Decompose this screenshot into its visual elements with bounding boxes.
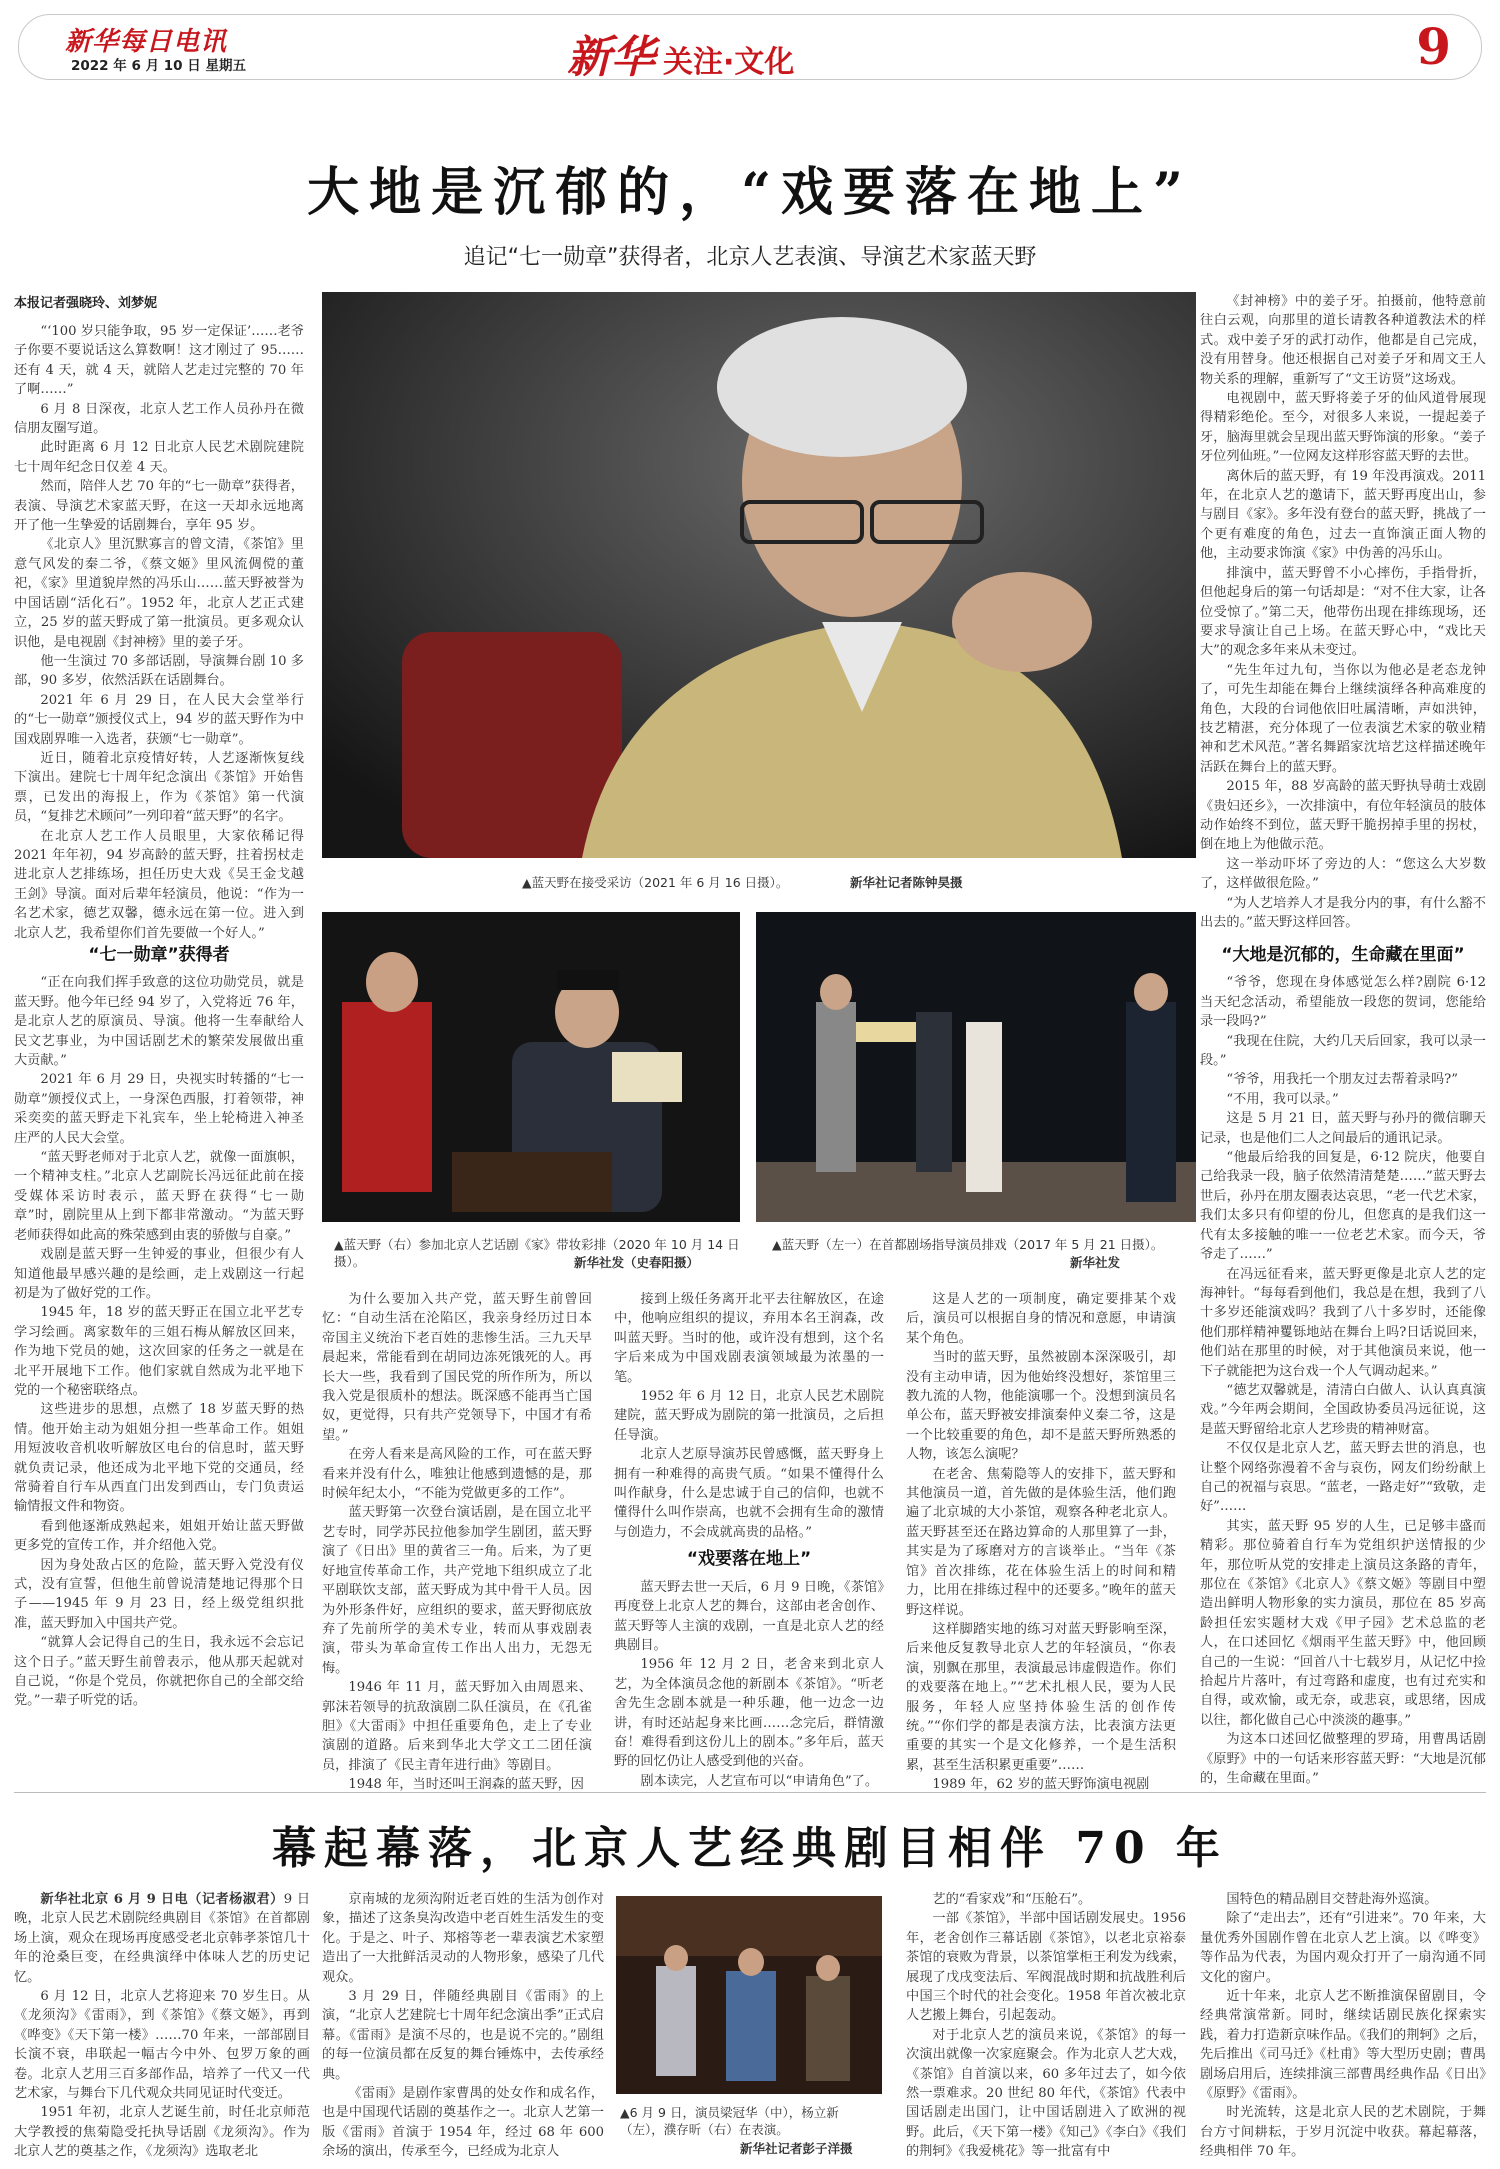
paragraph: 《封神榜》中的姜子牙。拍摄前，他特意前往白云观，向那里的道长请教各种道教法术的样式。戏中姜子牙的武打动作，他都是自己完成，没有用替身。他还根据自己对姜子牙和周文王人物关系的理解，重新写了“文王访贤”这场戏。 xyxy=(1200,294,1486,387)
paragraph: 《北京人》里沉默寡言的曾文清，《茶馆》里意气风发的秦二爷，《蔡文姬》里风流倜傥的董祀，《家》里道貌岸然的冯乐山……蓝天野被誉为中国话剧“活化石”。1952 年，北京人艺正式建立，25 岁的蓝天野成了第一批演员。更多观众认识他，是电视剧《封神榜》里的姜子牙。 xyxy=(14,537,304,650)
article2-col1-first: 9 日晚，北京人民艺术剧院经典剧目《茶馆》在首都剧场上演，观众在现场再度感受老北京韩孝茶馆几十年的沧桑巨变，在经典演绎中体味人艺的历史记忆。 xyxy=(14,1892,311,1985)
photo-interview xyxy=(322,292,1196,858)
article1-column-5b xyxy=(1200,938,1486,1787)
paragraph: 《雷雨》是剧作家曹禺的处女作和成名作，也是中国现代话剧的奠基作之一。北京人艺第一版《雷雨》首演于 1954 年，经过 68 年 600 余场的演出，传承至今，已经成为北京人 xyxy=(322,2086,604,2160)
issue-date: 2022 年 6 月 10 日 星期五 xyxy=(71,58,246,74)
article1-subhead-3: “大地是沉郁的，生命藏在里面” xyxy=(1221,945,1465,965)
article1-column-3 xyxy=(614,1290,884,1789)
paragraph: 3 月 29 日，伴随经典剧目《雷雨》的上演，“北京人艺建院七十周年纪念演出季”正式启幕。《雷雨》是演不尽的，也是说不完的。”剧组的每一位演员都在反复的舞台锤炼中，去传承经典。 xyxy=(322,1989,604,2082)
paragraph: 1952 年 6 月 12 日，北京人民艺术剧院建院，蓝天野成为剧院的第一批演员，之后担任导演。 xyxy=(614,1389,884,1443)
article1-col1-paragraphs xyxy=(14,322,304,943)
masthead xyxy=(18,14,1482,83)
article1-column-2 xyxy=(322,1290,592,1793)
paragraph: 1948 年，当时还叫王润森的蓝天野，因 xyxy=(348,1777,584,1793)
paragraph: 为什么要加入共产党，蓝天野生前曾回忆：“自动生活在沦陷区，我亲身经历过日本帝国主义统治下老百姓的悲惨生活。三九天早晨起来，常能看到在胡同边冻死饿死的人。再长大一些，我看到了国民党的所作所为，所以我入党是很质朴的想法。既深感不能再当亡国奴，更觉得，只有共产党领导下，中国才有希望。” xyxy=(322,1292,592,1443)
article2-col1-paragraphs xyxy=(14,1987,310,2162)
article2-column-3 xyxy=(906,1890,1186,2162)
photo-teahouse-caption: ▲6 月 9 日，演员梁冠华（中），杨立新（左），濮存昕（右）在表演。 xyxy=(620,2105,839,2137)
page-number: 9 xyxy=(1416,17,1451,76)
paragraph: 近十年来，北京人艺不断推演保留剧目，令经典常演常新。同时，继续话剧民族化探索实践，着力打造新京味作品。《我们的荆轲》之后，先后推出《司马迁》《杜甫》等大型历史剧；曹禺剧场启用后，连续排演三部曹禺经典作品《日出》《原野》《雷雨》。 xyxy=(1200,1989,1486,2102)
article1-col5b-paragraphs xyxy=(1200,973,1486,1788)
paragraph: 在旁人看来是高风险的工作，可在蓝天野看来并没有什么，唯独让他感到遗憾的是，那时候年纪太小，“不能为党做更多的工作”。 xyxy=(322,1447,592,1502)
photo-directing-credit: 新华社发 xyxy=(1070,1255,1121,1270)
paragraph: “德艺双馨就是，清清白白做人、认认真真演戏。”今年两会期间，全国政协委员冯远征说，这是蓝天野留给北京人艺珍贵的精神财富。 xyxy=(1200,1382,1486,1437)
paragraph: 当时的蓝天野，虽然被剧本深深吸引，却没有主动申请，因为他始终没想好，茶馆里三教九流的人物，他能演哪一个。没想到演员名单公布，蓝天野被安排演秦仲义秦二爷，这是一个比较重要的角色，却不是蓝天野所熟悉的人物，该怎么演呢？ xyxy=(906,1350,1176,1463)
paragraph: 此时距离 6 月 12 日北京人民艺术剧院建院七十周年纪念日仅差 4 天。 xyxy=(14,440,304,475)
paragraph: “爷爷，您现在身体感觉怎么样?剧院 6·12 当天纪念活动，希望能放一段您的贺词，您能给录一段吗?” xyxy=(1200,975,1486,1030)
paragraph: 艺的“看家戏”和“压舱石”。 xyxy=(932,1892,1092,1907)
paragraph: “先生年过九旬，当你以为他必是老态龙钟了，可先生却能在舞台上继续演绎各种高难度的角色，大段的台词他依旧吐属清晰，声如洪钟，技艺精湛，充分体现了一位表演艺术家的敬业精神和艺术风范。”著名舞蹈家沈培艺这样描述晚年活跃在舞台上的蓝天野。 xyxy=(1200,662,1486,775)
paragraph: 因为身处敌占区的危险，蓝天野入党没有仪式，没有宣誓，但他生前曾说清楚地记得那个日子——1945 年 9 月 23 日，经上级党组织批准，蓝天野加入中国共产党。 xyxy=(14,1557,304,1631)
article2-dateline: 新华社北京 6 月 9 日电（记者杨淑君） xyxy=(40,1892,284,1907)
paragraph: 在老舍、焦菊隐等人的安排下，蓝天野和其他演员一道，首先做的是体验生活，他们跑遍了北京城的大小茶馆，观察各种老北京人。蓝天野甚至还在路边算命的人那里算了一卦，其实是为了琢磨对方的言谈举止。“当年《茶馆》首次排练，花在体验生活上的时间和精力，比用在排练过程中的还要多。”晚年的蓝天野这样说。 xyxy=(906,1466,1176,1618)
article2-col2-paragraphs xyxy=(322,1890,604,2162)
article1-headline: 大地是沉郁的，“戏要落在地上” xyxy=(307,162,1193,223)
paragraph: 在北京人艺工作人员眼里，大家依稀记得 2021 年年初，94 岁高龄的蓝天野，拄着拐杖走进北京人艺排练场，担任历史大戏《吴王金戈越王剑》导演。面对后辈年轻演员，他说：“作为一名艺术家，德艺双馨，德永远在第一位。进入到北京人艺，我希望你们首先要做一个好人。” xyxy=(14,828,304,941)
paragraph: 电视剧中，蓝天野将姜子牙的仙风道骨展现得精彩绝伦。至今，对很多人来说，一提起姜子牙，脑海里就会呈现出蓝天野饰演的形象。“姜子牙位列仙班。”一位网友这样形容蓝天野的去世。 xyxy=(1200,391,1486,465)
paragraph: 6 月 12 日，北京人艺将迎来 70 岁生日。从《龙须沟》《雷雨》，到《茶馆》《蔡文姬》，再到《哗变》《天下第一楼》……70 年来，一部部剧目长演不衰，串联起一幅古今中外、包罗万象的画卷。北京人艺用三百多部作品，培养了一代又一代艺术家，与舞台下几代观众共同见证时代变迁。 xyxy=(14,1989,310,2102)
paragraph: “为人艺培养人才是我分内的事，有什么豁不出去的。”蓝天野这样回答。 xyxy=(1200,895,1486,930)
article1-column-4 xyxy=(906,1290,1176,1793)
paragraph: “蓝天野老师对于北京人艺，就像一面旗帜，一个精神支柱。”北京人艺副院长冯远征此前在接受媒体采访时表示，蓝天野在获得“七一勋章”时，剧院里从上到下都非常激动。“为蓝天野老师获得如此高的殊荣感到由衷的骄傲与自豪。” xyxy=(14,1150,304,1243)
paragraph: 离休后的蓝天野，有 19 年没再演戏。2011 年，在北京人艺的邀请下，蓝天野再度出山，参与剧目《家》。多年没有登台的蓝天野，挑战了一个更有难度的角色，过去一直饰演正面人物的他，主动要求饰演《家》中伪善的冯乐山。 xyxy=(1200,468,1486,562)
photo-directing-caption: ▲蓝天野（左一）在首都剧场指导演员排戏（2017 年 5 月 21 日摄）。 xyxy=(772,1237,1164,1252)
paragraph: 1951 年初，北京人艺诞生前，时任北京师范大学教授的焦菊隐受托执导话剧《龙须沟》。作为北京人艺的奠基之作，《龙须沟》选取老北 xyxy=(14,2105,310,2160)
paragraph: 然而，陪伴人艺 70 年的“七一勋章”获得者，表演、导演艺术家蓝天野，在这一天却永远地离开了他一生挚爱的话剧舞台，享年 95 岁。 xyxy=(14,479,304,534)
paragraph: 剧本读完，人艺宣布可以“申请角色”了。 xyxy=(640,1773,879,1789)
photo-teahouse-image xyxy=(616,1896,882,2094)
paragraph: 近日，随着北京疫情好转，人艺逐渐恢复线下演出。建院七十周年纪念演出《茶馆》开始售票，已发出的海报上，作为《茶馆》第一代演员，“复排艺术顾问”一列印着“蓝天野”的名字。 xyxy=(14,750,304,825)
paragraph: 除了“走出去”，还有“引进来”。70 年来，大量优秀外国剧作曾在北京人艺上演。以《哗变》等作品为代表，为国内观众打开了一扇沟通不同文化的窗户。 xyxy=(1200,1911,1486,1985)
paragraph: 这样脚踏实地的练习对蓝天野影响至深，后来他反复教导北京人艺的年轻演员，“你表演，别飘在那里，表演最忌讳虚假造作。你们的戏要落在地上。”“艺术扎根人民，要为人民服务，年轻人应坚持体验生活的创作传统。”“你们学的都是表演方法，比表演方法更重要的其实一个是文化修养，一个是生活积累，甚至生活积累更重要”…… xyxy=(906,1621,1176,1773)
photo-teahouse xyxy=(616,1896,882,2094)
article1-column-1 xyxy=(14,322,304,941)
article1-col2-paragraphs xyxy=(322,1290,592,1795)
section-header xyxy=(567,21,794,85)
article1-subhead-1: “七一勋章”获得者 xyxy=(88,945,230,965)
paragraph: 1946 年 11 月，蓝天野加入由周恩来、郭沫若领导的抗敌演剧二队任演员，在《孔雀胆》《大雷雨》中担任重要角色，走上了专业演剧的道路。后来到华北大学文工二团任演员，排演了《民主青年进行曲》等剧目。 xyxy=(322,1680,592,1773)
paragraph: 在冯远征看来，蓝天野更像是北京人艺的定海神针。“每每看到他们，我总是在想，我到了八十多岁还能演戏吗？我到了八十多岁时，还能像他们那样精神矍铄地站在舞台上吗?日话说回来，他们站在那里的时候，对于其他演员来说，他一下子就能把为这台戏一个人气调动起来。” xyxy=(1200,1266,1486,1379)
paragraph: 京南城的龙须沟附近老百姓的生活为创作对象，描述了这条臭沟改造中老百姓生活发生的变化。于是之、叶子、郑榕等老一辈表演艺术家塑造出了一大批鲜活灵动的人物形象，感染了几代观众。 xyxy=(322,1892,604,1985)
paragraph: 这一举动吓坏了旁边的人：“您这么大岁数了，这样做很危险。” xyxy=(1200,856,1486,892)
paragraph: “我现在住院，大约几天后回家，我可以录一段。” xyxy=(1200,1033,1486,1069)
paper-name-logo: 新华每日电讯 xyxy=(65,27,228,57)
article2-dateline-paragraph xyxy=(14,1890,310,1987)
paragraph: 2021 年 6 月 29 日，央视实时转播的“七一勋章”颁授仪式上，一身深色西服，打着领带，神采奕奕的蓝天野走下礼宾车，坐上轮椅进入神圣庄严的人民大会堂。 xyxy=(14,1072,304,1146)
article-divider xyxy=(14,1792,1486,1793)
paragraph: 其实，蓝天野 95 岁的人生，已足够丰盛而精彩。那位骑着自行车为党组织护送情报的少年，那位听从党的安排走上演员这条路的青年，那位在《茶馆》《北京人》《蔡文姬》等剧目中塑造出鲜明人物形象的实力演员，那位在 85 岁高龄担任宏实题材大戏《甲子园》艺术总监的老人，在口述回忆《烟雨平生蓝天野》中，他回顾自己的一生说：“回首八十七载岁月，从记忆中捡拾起片片落叶，有过弯路和虚度，也有过充实和自得，或欢愉，或无奈，或悲哀，或思绪，因成以往，都化做自己心中淡淡的趣事。” xyxy=(1200,1518,1486,1728)
photo-teahouse-credit: 新华社记者彭子洋摄 xyxy=(740,2141,853,2156)
paragraph: 1989 年，62 岁的蓝天野饰演电视剧 xyxy=(932,1777,1150,1793)
paragraph: 对于北京人艺的演员来说，《茶馆》的每一次演出就像一次家庭聚会。作为北京人艺大戏，《茶馆》自首演以来，60 多年过去了，如今依然一票难求。20 世纪 80 年代，《茶馆》代表中国话剧走出国门，让中国话剧进入了欧洲的视野。此后，《天下第一楼》《知己》《李白》《我们的荆轲》《我爱桃花》等一批富有中 xyxy=(906,2027,1186,2160)
article1-col1b-paragraphs xyxy=(14,973,304,1710)
paragraph: 这是人艺的一项制度，确定要排某个戏后，演员可以根据自身的情况和意愿，申请演某个角色。 xyxy=(906,1292,1176,1346)
paragraph: 戏剧是蓝天野一生钟爱的事业，但很少有人知道他最早感兴趣的是绘画，走上戏剧这一行起初是为了做好党的工作。 xyxy=(14,1247,304,1301)
paragraph: 6 月 8 日深夜，北京人艺工作人员孙丹在微信朋友圈写道。 xyxy=(14,401,304,437)
paragraph: “‘100 岁只能争取，95 岁一定保证’……老爷子你要不要说话这么算数啊！这才刚过了 95……还有 4 天，就 4 天，就陪人艺走过完整的 70 年了啊……” xyxy=(14,324,304,398)
photo-interview-caption: ▲蓝天野在接受采访（2021 年 6 月 16 日摄）。 xyxy=(522,875,789,890)
article2-headline: 幕起幕落，北京人艺经典剧目相伴 70 年 xyxy=(272,1823,1228,1874)
article2-col4-paragraphs xyxy=(1200,1890,1486,2162)
paragraph: 不仅仅是北京人艺，蓝天野去世的消息，也让整个网络弥漫着不舍与哀伤，网友们纷纷献上自己的祝福与哀思。“蓝老，一路走好”“致敬，走好”…… xyxy=(1200,1441,1486,1515)
paragraph: 1945 年，18 岁的蓝天野正在国立北平艺专学习绘画。离家数年的三姐石梅从解放区回来，作为地下党员的她，这次回家的任务之一就是在北平开展地下工作。他们家就自然成为北平地下党的一个秘密联络点。 xyxy=(14,1305,304,1398)
paragraph: 排演中，蓝天野曾不小心摔伤，手指骨折，但他起身后的第一句话却是：“对不住大家，让各位受惊了。”第二天，他带伤出现在排练现场，还要求导演让自己上场。在蓝天野心中，“戏比天大”的观念多年来从未变过。 xyxy=(1200,565,1486,659)
photo-rehearsal-jia-credit: 新华社发（史春阳摄） xyxy=(574,1255,700,1270)
section-brand-logo: 新华 xyxy=(567,32,655,83)
article2-col3-paragraphs xyxy=(906,1890,1186,2162)
article2-column-2 xyxy=(322,1890,604,2162)
section-title: 关注·文化 xyxy=(663,45,795,80)
article1-subhead-2: “戏要落在地上” xyxy=(686,1549,812,1570)
paragraph: 为这本口述回忆做整理的罗琦，用曹禺话剧《原野》中的一句话来形容蓝天野：“大地是沉郁的，生命藏在里面。” xyxy=(1200,1732,1486,1787)
paragraph: 看到他逐渐成熟起来，姐姐开始让蓝天野做更多党的宣传工作，并介绍他入党。 xyxy=(14,1518,304,1554)
article2-column-1 xyxy=(14,1890,310,2162)
paragraph: 他一生演过 70 多部话剧，导演舞台剧 10 多部，90 多岁，依然活跃在话剧舞台。 xyxy=(14,653,304,689)
paragraph: “爷爷，用我托一个朋友过去帮着录吗?” xyxy=(1226,1072,1458,1088)
paragraph: 蓝天野去世一天后，6 月 9 日晚，《茶馆》再度登上北京人艺的舞台，这部由老舍创作、蓝天野等人主演的戏剧，一直是北京人艺的经典剧目。 xyxy=(614,1579,884,1653)
paragraph: 接到上级任务离开北平去往解放区，在途中，他响应组织的提议，弃用本名王润森，改叫蓝天野。当时的他，或许没有想到，这个名字后来成为中国戏剧表演领域最为浓墨的一笔。 xyxy=(614,1292,884,1385)
paragraph: 一部《茶馆》，半部中国话剧发展史。1956 年，老舍创作三幕话剧《茶馆》，以老北京裕泰茶馆的衰败为背景，以茶馆掌柜王利发为线索，展现了戊戌变法后、军阀混战时期和抗战胜利后中国三个时代的社会变化。1958 年首次被北京人艺搬上舞台，引起轰动。 xyxy=(906,1911,1186,2024)
paragraph: 2021 年 6 月 29 日，在人民大会堂举行的“七一勋章”颁授仪式上，94 岁的蓝天野作为中国戏剧界唯一入选者，获颁“七一勋章”。 xyxy=(14,692,304,747)
paragraph: “不用，我可以录。” xyxy=(1226,1091,1339,1107)
article1-subheadline: 追记“七一勋章”获得者，北京人艺表演、导演艺术家蓝天野 xyxy=(463,245,1037,270)
photo-interview-image xyxy=(322,292,1196,858)
paragraph: 蓝天野第一次登台演话剧，是在国立北平艺专时，同学苏民拉他参加学生剧团，蓝天野演了《日出》里的黄省三一角。后来，为了更好地宣传革命工作，共产党地下组织成立了北平剧联饮支部，蓝天野成为其中骨干人员。因为外形条件好，应组织的要求，蓝天野彻底放弃了先前所学的美术专业，转而从事戏剧表演，带头为革命宣传工作出人出力，无怨无悔。 xyxy=(322,1505,592,1676)
article1-column-1b xyxy=(14,938,304,1780)
article2-column-4 xyxy=(1200,1890,1486,2162)
photo-directing-image xyxy=(756,912,1196,1222)
photo-interview-credit: 新华社记者陈钟昊摄 xyxy=(850,875,963,890)
paragraph: “他最后给我的回复是，6·12 院庆，他要自己给我录一段，脑子依然清清楚楚……”蓝天野去世后，孙丹在朋友圈表达哀思，“老一代艺术家，我们太多只有仰望的份儿，但您真的是我们这一代有太多接触的唯一一位老艺术家。而今天，爷爷走了……” xyxy=(1200,1150,1486,1263)
paragraph: 1956 年 12 月 2 日，老舍来到北京人艺，为全体演员念他的新剧本《茶馆》。“听老舍先生念剧本就是一种乐趣，他一边念一边讲，有时还站起身来比画……念完后，群情激奋！难得看到这份儿上的剧本。”多年后，蓝天野的回忆仍让人感受到他的兴奋。 xyxy=(614,1657,884,1770)
paragraph: 这是 5 月 21 日，蓝天野与孙丹的微信聊天记录，也是他们二人之间最后的通讯记录。 xyxy=(1200,1111,1486,1146)
photo-directing xyxy=(756,912,1196,1222)
paragraph: 2015 年，88 岁高龄的蓝天野执导萌士戏剧《贵妇还乡》，一次排演中，有位年轻演员的肢体动作始终不到位，蓝天野干脆拐掉手里的拐杖，倒在地上为他做示范。 xyxy=(1200,779,1486,853)
paragraph: 这些进步的思想，点燃了 18 岁蓝天野的热情。他开始主动为姐姐分担一些革命工作。姐姐用短波收音机收听解放区电台的信息时，蓝天野就负责记录，他还成为北平地下党的交通员，经常骑着自行车从西直门出发到西山，专门负责运输情报文件和物资。 xyxy=(14,1402,304,1515)
paragraph: 时光流转，这是北京人民的艺术剧院，于舞台方寸间耕耘，于岁月沉淀中收获。幕起幕落，经典相伴 70 年。 xyxy=(1200,2105,1486,2160)
article1-col4-paragraphs xyxy=(906,1290,1176,1795)
article1-byline: 本报记者强晓玲、刘梦妮 xyxy=(14,296,158,311)
photo-rehearsal-jia-image xyxy=(322,912,740,1222)
paragraph: “正在向我们挥手致意的这位功勋党员，就是蓝天野。他今年已经 94 岁了，入党将近 76 年，是北京人艺的原演员、导演。他将一生奉献给人民文艺事业，为中国话剧艺术的繁荣发展做出重大贡献。” xyxy=(14,975,304,1069)
paragraph: 国特色的精品剧目交替赴海外巡演。 xyxy=(1226,1892,1438,1907)
article1-col3-paragraphs xyxy=(614,1290,884,1542)
paragraph: 北京人艺原导演苏民曾感慨，蓝天野身上拥有一种难得的高贵气质。“如果不懂得什么叫作献身，什么是忠诚于自己的信仰，也就不懂得什么叫作崇高，也就不会拥有生命的激情与创造力，不会成就高贵的品格。” xyxy=(614,1447,884,1540)
photo-rehearsal-jia xyxy=(322,912,740,1222)
article1-col5-paragraphs xyxy=(1200,292,1486,932)
photo-rehearsal-jia-caption: ▲蓝天野（右）参加北京人艺话剧《家》带妆彩排（2020 年 10 月 14 日摄）。 xyxy=(334,1237,740,1269)
paragraph: “就算人会记得自己的生日，我永远不会忘记这个日子。”蓝天野生前曾表示，他从那天起就对自己说，“你是个党员，你就把你自己的全部交给党。”一辈子听党的话。 xyxy=(14,1635,304,1709)
article1-column-5 xyxy=(1200,292,1486,932)
article1-col3b-paragraphs xyxy=(614,1578,884,1791)
